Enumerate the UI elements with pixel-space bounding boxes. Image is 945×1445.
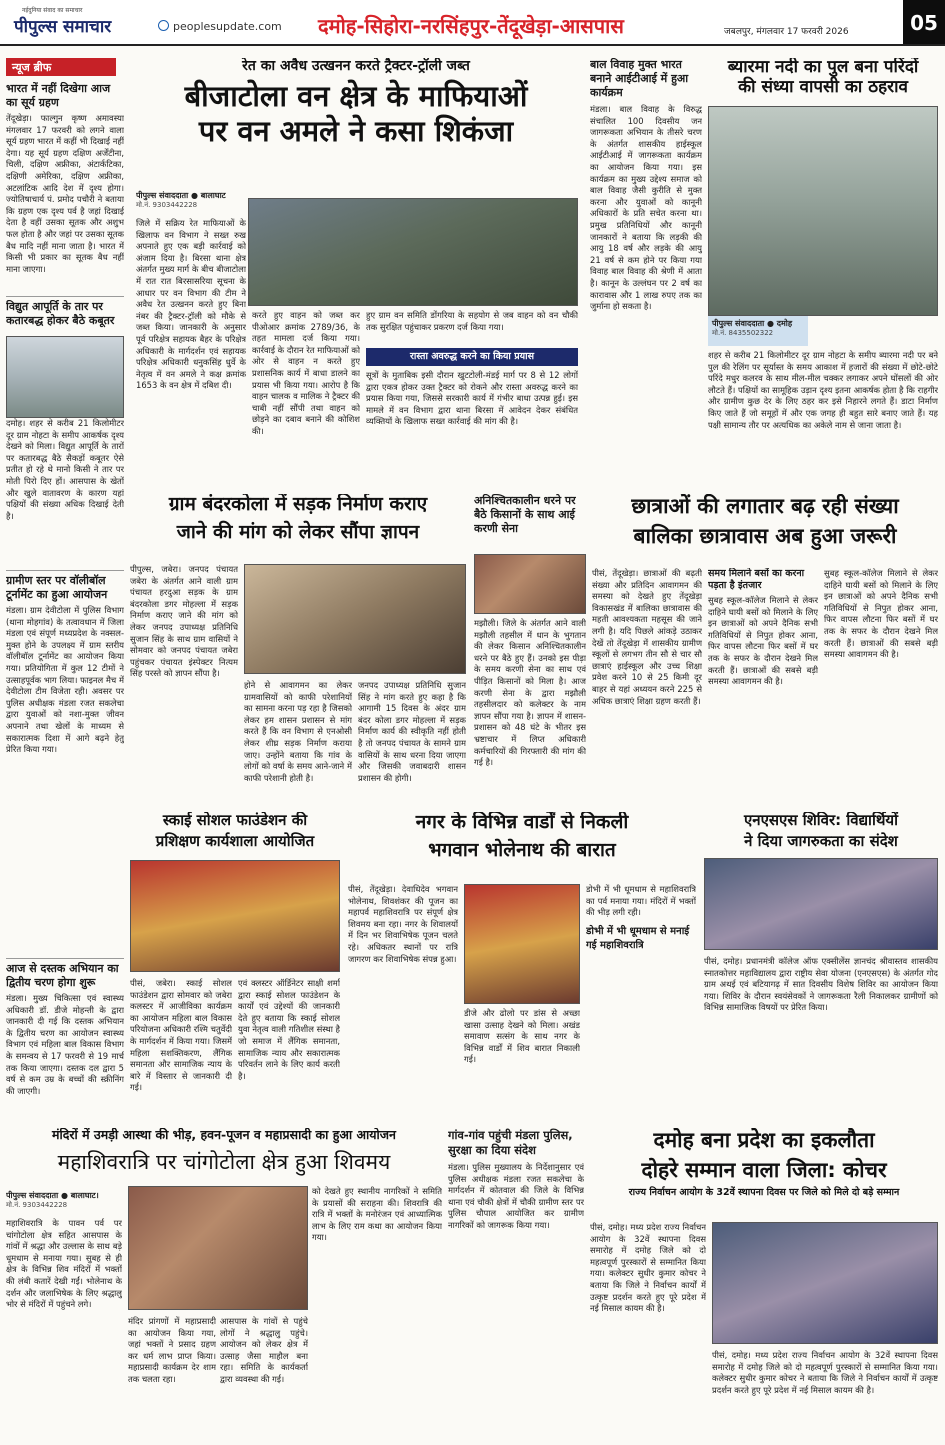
road-title-line-2: जाने की मांग को लेकर सौंपा ज्ञापन bbox=[176, 520, 420, 543]
brief-item bbox=[6, 574, 124, 956]
nss-story bbox=[704, 812, 938, 1122]
brief-item bbox=[6, 82, 124, 294]
temple-body-col-2: मंदिर प्रांगणों में महाप्रसादी का आयोजन किया गया, जहां भक्तों ने प्रसाद ग्रहण कर धर्म लाभ प्राप्त किया। महाप्रसादी कार्यक्रम देर शाम तक चलता रहा। bbox=[128, 1316, 216, 1384]
shiv-title-line-1: नगर के विभिन्न वार्डों से निकली bbox=[415, 812, 629, 833]
brief-item-title: ग्रामीण स्तर पर वॉलीबॉल टूर्नामेंट का हुआ आयोजन bbox=[6, 574, 108, 601]
skill-story bbox=[130, 812, 340, 1122]
brief-item bbox=[6, 962, 124, 1114]
temple-story bbox=[6, 1128, 442, 1438]
skill-body-col-2: एवं क्लस्टर ऑर्डिनेटर साक्षी शर्मा द्वारा स्काई सोशल फाउंडेशन के कार्यों एवं उद्देश्यों की जानकारी देते हुए बताया कि स्काई सोशल युवा नेतृत्व वाली गतिशील संस्था है जो समाज में लैंगिक समानता, सामाजिक न्याय और सकारात्मक परिवर्तन लाने के लिए कार्य करती है। bbox=[238, 978, 340, 1081]
police-title: गांव-गांव पहुंची मंडला पुलिस, सुरक्षा का दिया संदेश bbox=[448, 1128, 573, 1157]
brief-item-title: आज से दस्तक अभियान का द्वितीय चरण होगा शुरू bbox=[6, 962, 119, 989]
lead-kicker: रेत का अवैध उत्खनन करते ट्रैक्टर-ट्रॉली जब्त bbox=[242, 58, 470, 74]
lead-headline-line-2: पर वन अमले ने कसा शिकंजा bbox=[198, 114, 514, 149]
pigeons-photo bbox=[6, 336, 124, 418]
temple-puja-photo bbox=[128, 1186, 308, 1310]
brief-item-body: तेंदूखेड़ा। फाल्गुन कृष्ण अमावस्या मंगलवार 17 फरवरी को लगने वाला सूर्य ग्रहण भारत में कहीं भी दिखाई नहीं देगा। यह सूर्य ग्रहण दक्षिण अर्जेंटीना, चिली, दक्षिण अफ्रीका, अंटार्कटिका, दक्षिणी अमेरिका, दक्षिण अफ्रीका, अटलांटिक आदि देश में दृश्य होगा। ज्योतिषाचार्य पं. प्रमोद पचौरी ने बताया कि ग्रहण एक दृश्य पर्व है जहां दिखाई देता है वहीं उसका सूतक और अशुभ फल होता है और जहां पर उसका सूतक बैध मादि नहीं माना जाता है। भारत में किसी भी प्रकार का सूतक बैध नहीं माना जाएगा। bbox=[6, 113, 124, 274]
temple-body-col-4: को देखते हुए स्थानीय नागरिकों ने समिति के प्रयासों की सराहना की। शिवरात्रि की रात्रि में भक्तों के मनोरंजन एवं आध्यात्मिक लाभ के लिए राम कथा का आयोजन किया गया। bbox=[312, 1186, 442, 1243]
divider bbox=[6, 958, 124, 959]
globe-icon bbox=[158, 20, 169, 31]
farmers-protest-photo bbox=[474, 554, 586, 614]
birds-byline: पीपुल्स संवाददाता ● दमोह bbox=[712, 319, 793, 328]
section-title: दमोह-सिहोरा-नरसिंहपुर-तेंदूखेड़ा-आसपास bbox=[318, 14, 624, 38]
farmers-title: अनिश्चितकालीन धरने पर बैठे किसानों के साथ आई करणी सेना bbox=[474, 494, 576, 535]
road-title-line-1: ग्राम बंदरकोला में सड़क निर्माण कराए bbox=[168, 494, 428, 515]
skill-title-line-2: प्रशिक्षण कार्यशाला आयोजित bbox=[155, 832, 315, 851]
masthead-logo: पीपुल्स समाचार bbox=[14, 17, 112, 37]
shiv-body-col-3 bbox=[586, 884, 696, 1122]
divider bbox=[6, 296, 124, 297]
temple-headline: महाशिवरात्रि पर चांगोटोला क्षेत्र हुआ शिवमय bbox=[57, 1150, 391, 1175]
workshop-group-photo bbox=[130, 860, 340, 972]
news-brief-label: न्यूज ब्रीफ bbox=[6, 58, 116, 76]
damoh-body-2: पीसं, दमोह। मध्य प्रदेश राज्य निर्वाचन आयोग के 32वें स्थापना दिवस समारोह में दमोह जिले को दो महत्वपूर्ण पुरस्कारों से सम्मानित किया गया। कलेक्टर सुधीर कुमार कोचर ने बताया कि जिले ने निर्वाचन कार्यों में उत्कृष्ट प्रदर्शन करते हुए पूरे प्रदेश में नई मिसाल कायम की है। bbox=[712, 1350, 938, 1395]
child-marriage-story bbox=[590, 58, 702, 470]
police-story bbox=[448, 1128, 584, 1438]
lead-body-col-4: सूत्रों के मुताबिक इसी दौरान खुटटोली-मंडई मार्ग पर 8 से 12 लोगों द्वारा एकत्र होकर उक्त ट्रैक्टर को रोकने और रास्ता अवरुद्ध करने का प्रयास किया गया, जिससे सरकारी कार्य में गंभीर बाधा उत्पन्न हुई। इस मामले में वन विभाग द्वारा थाना बिरसा में आवेदन देकर संबंधित व्यक्तियों के खिलाफ सख्त कार्रवाई की मांग की है। bbox=[366, 370, 578, 427]
tractor-seizure-photo bbox=[248, 198, 578, 306]
brief-item-body: मंडला। ग्राम देवीटोला में पुलिस विभाग (थाना मोहगांव) के तत्वावधान में जिला मंडला एवं संपूर्ण मध्यप्रदेश के नक्सल-मुक्त होने के उपलक्ष्य में ग्राम स्तरीय वॉलीबॉल टूर्नामेंट का आयोजन किया गया। प्रतियोगिता में कुल 12 टीमों ने उत्साहपूर्वक भाग लिया। फाइनल मैच में देवीटोला टीम विजेता रही। अवसर पर पुलिस अधीक्षक मंडला रजत सकलेचा द्वारा युवाओं को नशा-मुक्त जीवन अपनाने तथा खेलों के माध्यम से सकारात्मक दिशा में आगे बढ़ने हेतु प्रेरित किया गया। bbox=[6, 605, 124, 755]
nss-camp-photo bbox=[704, 858, 938, 950]
birds-river-photo bbox=[708, 106, 938, 316]
hostel-story bbox=[592, 494, 938, 796]
hostel-title-line-1: छात्राओं की लगातार बढ़ रही संख्या bbox=[631, 494, 899, 518]
damoh-story bbox=[590, 1128, 938, 1438]
hostel-body-col-1: पीसं, तेंदूखेड़ा। छात्राओं की बढ़ती संख्या और प्रतिदिन आवागमन की समस्या को देखते हुए तेंदूखेड़ा विकासखंड में बालिका छात्रावास की महती आवश्यकता महसूस की जाने लगी है। यदि पिछले आंकड़े उठाकर देखें तो तेंदूखेड़ा में शासकीय ग्रामीण स्कूलों से लगभग तीन सौ से चार सौ छात्राएं हाईस्कूल और उच्च शिक्षा प्रवेश करने 10 से 25 किमी दूर बाहर से यहां अध्ययन करने 225 से अधिक छात्राएं शिक्षा ग्रहण करती हैं। bbox=[592, 568, 702, 706]
lead-body-col-3: हुए ग्राम वन समिति डोंगरिया के सहयोग से जब वाहन को वन चौकी तक सुरक्षित पहुंचाकर प्रकरण दर्ज किया गया। bbox=[366, 310, 578, 332]
damoh-title-line-1: दमोह बना प्रदेश का इकलौता bbox=[653, 1128, 875, 1152]
lead-body-col-1: जिले में सक्रिय रेत माफियाओं के खिलाफ वन विभाग ने सख्त रुख अपनाते हुए एक बड़ी कार्रवाई को अंजाम दिया है। बिरसा थाना क्षेत्र अंतर्गत मुख्य मार्ग के बीच बीजाटोला में रात रात बिरसासरिया सूचना के आधार पर वन विभाग की टीम ने अवैध रेत उत्खनन करते हुए बिना नंबर की ट्रैक्टर-ट्रॉली को मौके से जब्त किया। जानकारी के अनुसार पूर्व परिक्षेत्र सहायक बैहर के परिक्षेत्र अधिकारी के मार्गदर्शन एवं सहायक परिक्षेत्र अधिकारी धनुकसिंह धुर्वे के नेतृत्व में वन अमले ने कक्ष क्रमांक 1653 के वन क्षेत्र में दबिश दी। bbox=[136, 218, 246, 391]
logo-tagline: नईदुनिया संवाद का समाचार bbox=[22, 7, 83, 14]
road-body-col-3: जनपद उपाध्यक्ष प्रतिनिधि सुजान सिंह ने मांग करते हुए कहा है कि आगामी 15 दिवस के अंदर ग्राम बंदर कोला डगर मोहल्ला में सड़क निर्माण कार्य की स्वीकृति नहीं होती है तो जनपद पंचायत के सामने ग्राम वासियों के साथ धरना दिया जाएगा और जिसकी जवाबदारी शासन प्रशासन की होगी। bbox=[358, 680, 466, 783]
child-marriage-body: मंडला। बाल विवाह के विरुद्ध संचालित 100 दिवसीय जन जागरूकता अभियान के तीसरे चरण के अंतर्गत शासकीय हाईस्कूल आईटीआई में जागरूकता कार्यक्रम का आयोजन किया गया। इस कार्यक्रम का मुख्य उद्देश्य समाज को बाल विवाह जैसी कुरीति से मुक्त करना और युवाओं को कानूनी अधिकारों के प्रति सचेत करना था। प्रमुख प्रतिनिधियों और कानूनी जानकारों ने बताया कि लड़की की आयु 18 वर्ष और लड़के की आयु 21 वर्ष से कम होने पर किया गया विवाह बाल विवाह की श्रेणी में आता है। कानून के उल्लंघन पर 2 वर्ष का कारावास और 1 लाख रुपए तक का जुर्माना हो सकता है। bbox=[590, 104, 702, 312]
damoh-body: पीसं, दमोह। मध्य प्रदेश राज्य निर्वाचन आयोग के 32वें स्थापना दिवस समारोह में दमोह जिले को दो महत्वपूर्ण पुरस्कारों से सम्मानित किया गया। कलेक्टर सुधीर कुमार कोचर ने बताया कि जिले ने निर्वाचन कार्यों में उत्कृष्ट प्रदर्शन करते हुए पूरे प्रदेश में नई मिसाल कायम की है। bbox=[590, 1222, 706, 1314]
shiv-title-line-2: भगवान भोलेनाथ की बारात bbox=[428, 838, 616, 861]
temple-byline-box bbox=[6, 1190, 124, 1210]
shiv-barat-story bbox=[348, 812, 696, 1122]
website-link[interactable] bbox=[158, 20, 282, 33]
barat-procession-photo bbox=[464, 884, 580, 1004]
award-ceremony-photo bbox=[712, 1222, 938, 1344]
birds-story bbox=[708, 58, 938, 470]
temple-mobile: मो.नं. 9303442228 bbox=[6, 1201, 68, 1209]
lead-headline-line-1: बीजाटोला वन क्षेत्र के माफियाओं bbox=[184, 79, 528, 114]
farmers-story bbox=[474, 494, 586, 796]
lead-byline: पीपुल्स संवाददाता ● बालाघाट bbox=[136, 191, 226, 200]
damoh-subtitle: राज्य निर्वाचन आयोग के 32वें स्थापना दिवस पर जिले को मिले दो बड़े सम्मान bbox=[628, 1187, 900, 1199]
brief-item bbox=[6, 300, 124, 568]
lead-subhead-band: रास्ता अवरुद्ध करने का किया प्रयास bbox=[366, 348, 578, 366]
lead-mobile: मो.नं. 9303442228 bbox=[136, 201, 198, 209]
farmers-body: मझौली। जिले के अंतर्गत आने वाली मझौली तहसील में धान के भुगतान की लेकर किसान अनिश्चितकालीन धरने पर बैठे हुए हैं। उनको इस पीड़ा के समय करणी सेना का साथ एवं पीड़ित किसानों को मिला है। आज करणी सेना के द्वारा मझौली तहसीलदार को कलेक्टर के नाम ज्ञापन सौंपा गया है। ज्ञापन में शासन-प्रशासन को 48 घंटे के भीतर इस भ्रष्टाचार में लिप्त अधिकारी कर्मचारियों की गिरफ्तारी की मांग की गई है। bbox=[474, 618, 586, 768]
birds-body: शहर से करीब 21 किलोमीटर दूर ग्राम नोहटा के समीप ब्यारमा नदी पर बने पुल की रेलिंग पर सूर्यास्त के समय आकाश में हजारों की संख्या में छोटे-छोटे परिंदे मधुर कलरव के साथ मील-मील चक्कर लगाकर अपने घोंसलों की ओर लौटते हैं। पक्षियों का सामूहिक उड़ान दृश्य इतना आकर्षक होता है कि राहगीर और ग्रामीण कुछ देर के लिए ठहर कर इसे निहारने लगते हैं। डाटा निर्माण किए जाते हैं जो समूहों में और एक जगह ही बहुत सारे बनाए जाते हैं। यह पक्षी सामान्य तौर पर अत्यधिक का अकेले नाम से जाना जाता है। bbox=[708, 350, 938, 430]
page-number: 05 bbox=[903, 0, 945, 46]
shiv-subhead: डोभी में भी धूमधाम से मनाई गई महाशिवरात्रि bbox=[586, 925, 690, 951]
skill-title-line-1: स्काई सोशल फाउंडेशन की bbox=[162, 812, 308, 829]
skill-body-col-1: पीसं, जबेरा। स्काई सोशल फाउंडेशन द्वारा सोमवार को जबेरा कलस्टर में आजीविका कार्यक्रम का आयोजन महिला बाल विकास परियोजना अधिकारी रश्मि चतुर्वेदी के मार्गदर्शन में किया गया। जिसमें महिला सशक्तिकरण, लैंगिक समानता और सामाजिक न्याय के बारे में विस्तार से जानकारी दी गई। bbox=[130, 978, 232, 1093]
hostel-body-col-2 bbox=[708, 568, 818, 796]
child-marriage-title: बाल विवाह मुक्त भारत बनाने आईटीआई में हुआ कार्यक्रम bbox=[590, 58, 689, 99]
lead-byline-box bbox=[136, 190, 246, 210]
shiv-body-col-1: पीसं, तेंदूखेड़ा। देवाधिदेव भगवान भोलेनाथ, शिवशंकर की पूजन का महापर्व महाशिवरात्रि पर संपूर्ण क्षेत्र शिवमय बना रहा। नगर के शिवालयों में दिन भर शिवाभिषेक पूजन चलते रहे। अधिकतर स्थानों पर रात्रि जागरण कर शिवाभिषेक संपन्न हुआ। bbox=[348, 884, 458, 964]
brief-item-title: विद्युत आपूर्ति के तार पर कतारबद्ध होकर बैठे कबूतर bbox=[6, 300, 115, 327]
nss-body: पीसं, दमोह। प्रधानमंत्री कॉलेज ऑफ एक्सीलेंस ज्ञानचंद श्रीवास्तव शासकीय स्नातकोत्तर महाविद्यालय द्वारा राष्ट्रीय सेवा योजना (एनएसएस) के अंतर्गत गोद ग्राम अथई एवं बटियागढ़ में सात दिवसीय विशेष शिविर का आयोजन किया गया। शिविर के दौरान स्वयंसेवकों ने जागरूकता रैली निकालकर ग्रामीणों को विभिन्न सामाजिक विषयों पर प्रेरित किया। bbox=[704, 956, 938, 1013]
road-story bbox=[130, 494, 466, 796]
divider bbox=[6, 570, 124, 571]
lead-body-col-2: करते हुए वाहन को जब्त कर पीओआर क्रमांक 2789/36, के तहत मामला दर्ज किया गया। कार्रवाई के दौरान रेत माफियाओं को ओर से वाहन न करते हुए प्रशासनिक कार्य में बाधा डालने का प्रयास भी किया गया। आरोप है कि वाहन चालक व मालिक ने ट्रैक्टर की चाबी नहीं सौंपी तथा वाहन को छोड़ने का दबाव बनाने की कोशिश की। bbox=[252, 310, 360, 436]
dateline: जबलपुर, मंगलवार 17 फरवरी 2026 bbox=[724, 27, 849, 37]
road-body-col-2: होने से आवागमन का लेकर ग्रामवासियों को काफी परेशानियों का सामना करना पड़ रहा है जिसको लेकर हम शासन प्रशासन से मांग करते हैं कि वन विभाग से एनओसी लेकर शीघ्र सड़क निर्माण कराया जाए। उन्होंने बताया कि गांव के लोगों को वर्षा के समय आने-जाने में काफी परेशानी होती है। bbox=[244, 680, 352, 783]
birds-title-line-2: की संध्या वापसी का ठहराव bbox=[738, 76, 908, 97]
birds-byline-box bbox=[708, 316, 808, 346]
hostel-subhead: समय मिलाने बसों का करना पड़ता है इंतजार bbox=[708, 568, 805, 591]
nss-title-line-2: ने दिया जागरुकता का संदेश bbox=[744, 832, 898, 851]
brief-item-title: भारत में नहीं दिखेगा आज का सूर्य ग्रहण bbox=[6, 82, 111, 109]
brief-item-body: दमोह। शहर से करीब 21 किलोमीटर दूर ग्राम नोहटा के समीप आकर्षक दृश्य देखने को मिला। विद्युत आपूर्ति के तारों पर कतारबद्ध बैठे सैकड़ों कबूतर ऐसे प्रतीत हो रहे थे मानो किसी ने तार पर मोती पिरो दिए हों। आसपास के खेतों और खुले वातावरण के कारण यहां पक्षियों की संख्या अधिक दिखाई देती है। bbox=[6, 418, 124, 521]
road-body-col-1: पीपुल्स, जबेरा। जनपद पंचायत जबेरा के अंतर्गत आने वाली ग्राम पंचायत हरदुआ सड़क के ग्राम बंदरकोला डगर मोहल्ला में सड़क निर्माण कराए जाने की मांग को लेकर जनपद उपाध्यक्ष प्रतिनिधि सुजान सिंह के साथ ग्राम वासियों ने सोमवार को जनपद पंचायत जबेरा पहुंचकर पंचायत इंस्पेक्टर नित्यम सिंह परस्ते को ज्ञापन सौंपा है। bbox=[130, 564, 238, 679]
birds-title-line-1: ब्यारमा नदी का पुल बना परिंदों bbox=[727, 58, 919, 77]
lead-story bbox=[130, 58, 582, 470]
shiv-body-col-2: डीजे और ढोलो पर डांस से अच्छा खासा उत्साह देखने को मिला। अखंड समावाण सत्संग के साथ नगर के विभिन्न वार्डों में शिव बारात निकाली गई। bbox=[464, 1008, 580, 1065]
brief-item-body: मंडला। मुख्य चिकित्सा एवं स्वास्थ्य अधिकारी डॉ. डीजे मोहन्ती के द्वारा जानकारी दी गई कि दस्तक अभियान के द्वितीय चरण का आयोजन स्वास्थ्य विभाग एवं महिला बाल विकास विभाग के समन्वय से 17 फरवरी से 19 मार्च तक किया जाएगा। दस्तक दल द्वारा 5 वर्ष से कम उम्र के बच्चों की स्क्रीनिंग की जाएगी। bbox=[6, 993, 124, 1096]
temple-kicker: मंदिरों में उमड़ी आस्था की भीड़, हवन-पूजन व महाप्रसादी का हुआ आयोजन bbox=[52, 1128, 396, 1142]
damoh-title-line-2: दोहरे सम्मान वाला जिला: कोचर bbox=[641, 1158, 887, 1183]
hostel-title-line-2: बालिका छात्रावास अब हुआ जरूरी bbox=[633, 524, 897, 549]
shiv-body-3: डोभी में भी धूमधाम से महाशिवरात्रि का पर्व मनाया गया। मंदिरों में भक्तों की भीड़ लगी रही। bbox=[586, 884, 696, 918]
temple-body-col-3: आसपास के गांवों से पहुंचे लोगों ने श्रद्धालु पहुंचे। आयोजन को लेकर क्षेत्र में उत्साह जैसा माहौल बना रहा। समिति के कार्यकर्ता द्वारा व्यवस्था की गई। bbox=[220, 1316, 308, 1384]
website-url: peoplesupdate.com bbox=[173, 20, 282, 33]
hostel-body-col-3: सुबह स्कूल-कॉलेज मिलाने से लेकर दाहिने घायी बसों को मिलाने के लिए इन छात्राओं को अपने दैनिक सभी गतिविधियों से निपुत होकर आना, फिर वापस लौटना फिर बसों में घर तक के सफर के दौरान देखने मिल करती हैं। छात्राओं की सबसे बड़ी समस्या आवागमन की है। bbox=[824, 568, 938, 660]
nss-title-line-1: एनएसएस शिविर: विद्यार्थियों bbox=[744, 812, 898, 829]
birds-mobile: मो.नं. 8435502322 bbox=[712, 329, 774, 337]
road-memorandum-photo bbox=[244, 564, 466, 674]
temple-body-col-1: महाशिवरात्रि के पावन पर्व पर चांगोटोला क्षेत्र सहित आसपास के गांवों में श्रद्धा और उल्लास के साथ बड़े धूमधाम से मनाया गया। सुबह से ही क्षेत्र के विभिन्न शिव मंदिरों में भक्तों की लंबी कतारें देखी गईं। भोलेनाथ के दर्शन और जलाभिषेक के लिए श्रद्धालु भोर से मंदिरों में पहुंचने लगे। bbox=[6, 1218, 122, 1310]
temple-byline: पीपुल्स संवाददाता ● बालाघाट। bbox=[6, 1191, 99, 1200]
page-header bbox=[0, 0, 945, 46]
police-body: मंडला। पुलिस मुख्यालय के निर्देशानुसार एवं पुलिस अधीक्षक मंडला रजत सकलेचा के मार्गदर्शन में कोतवाल की जिले के विभिन्न थाना एवं चौकी क्षेत्रों में चौकी ग्रामीण स्तर पर पुलिस चौपाल आयोजित कर ग्रामीण नागरिकों को जागरूक किया गया। bbox=[448, 1162, 584, 1230]
hostel-body-2: सुबह स्कूल-कॉलेज मिलाने से लेकर दाहिने घायी बसों को मिलाने के लिए इन छात्राओं को अपने दैनिक सभी गतिविधियों से निपुत होकर आना, फिर वापस लौटना फिर बसों में घर तक के सफर के दौरान देखने मिल करती हैं। छात्राओं की सबसे बड़ी समस्या आवागमन की है। bbox=[708, 595, 818, 687]
